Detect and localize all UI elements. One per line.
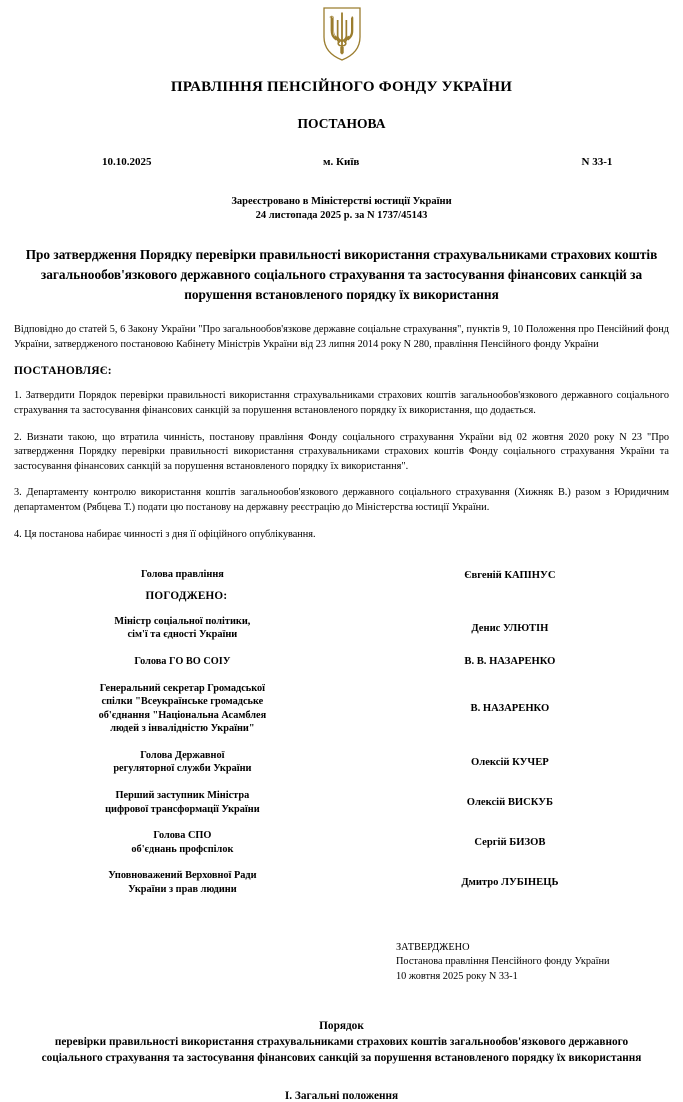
signatory-name: Євгеній КАПІНУС (464, 569, 556, 581)
signatory-title: Міністр соціальної політики, сім'ї та єдності України (114, 615, 251, 641)
document-place: м. Київ (323, 156, 360, 168)
signatory-title: Голова правління (140, 569, 224, 581)
clause-2: 2. Визнати такою, що втратила чинність, постанову правління Фонду соціального страхування України від 02 жовтня 2020 року N 23 "Про затвердження Порядку перевірки правильності використання страхувальниками страхових коштів Фонду соціального страхування України та застосування фінансових санкцій за порушення встановленого порядку їх використання". (14, 431, 669, 472)
signatory-title: Голова Державної регуляторної служби України (113, 749, 252, 775)
order-title-word: Порядок (319, 1020, 364, 1033)
signatory-title: Голова СПО об'єднань профспілок (131, 830, 234, 855)
signature-row (14, 682, 669, 736)
document-meta-row (14, 156, 669, 168)
signature-row-chairman (14, 568, 669, 582)
signature-row (14, 615, 669, 642)
signature-row (14, 789, 669, 816)
clause-4: 4. Ця постанова набирає чинності з дня її офіційного опублікування. (14, 528, 316, 540)
approval-block (14, 941, 669, 985)
signatory-name: Денис УЛЮТІН (471, 622, 549, 634)
signatory-title: Перший заступник Міністра цифрової трансформації України (105, 790, 260, 815)
signature-block (14, 568, 669, 896)
clause-1: 1. Затвердити Порядок перевірки правильності використання страхувальниками страхових коштів загальнообов'язкового державного соціального страхування та застосування фінансових санкцій за порушення встановленого порядку їх використання, що додається. (14, 390, 669, 416)
clause-3: 3. Департаменту контролю використання коштів загальнообов'язкового державного соціального страхування (Хижняк В.) разом з Юридичним департаментом (Рябцева Т.) подати цю постанову на державну реєстрацію до Міністерства юстиції України. (14, 487, 669, 514)
signatory-title: Уповноважений Верховної Ради України з прав людини (108, 870, 257, 895)
page-title: Про затвердження Порядку перевірки правильності використання страхувальниками страхових коштів загальнообов'язкового державного соціального страхування та застосування фінансових санкцій за порушення встановленого порядку їх використання (25, 247, 658, 303)
signature-row (14, 655, 669, 669)
signatory-name: В. НАЗАРЕНКО (470, 703, 550, 715)
preamble-paragraph: Відповідно до статей 5, 6 Закону України "Про загальнообов'язкове державне соціальне страхування", пунктів 9, 10 Положення про Пенсійний фонд України, затвердженого постановою Кабінету Міністрів України від 23 липня 2014 року N 280, правління Пенсійного фонду України (14, 324, 669, 350)
signature-row (14, 829, 669, 856)
ukraine-coat-of-arms-trident-icon (322, 7, 362, 61)
document-number: N 33-1 (581, 156, 613, 168)
approval-line-1: ЗАТВЕРДЖЕНО (396, 941, 470, 953)
section-heading-general-provisions: I. Загальні положення (284, 1090, 399, 1102)
document-type-heading: ПОСТАНОВА (297, 116, 386, 131)
organization-title: ПРАВЛІННЯ ПЕНСІЙНОГО ФОНДУ УКРАЇНИ (170, 79, 513, 95)
registration-block (14, 195, 669, 223)
signatory-name: Сергій БИЗОВ (474, 837, 546, 849)
signatory-title: Генеральний секретар Громадської спілки "Всеукраїнське громадське об'єднання "Національна Асамблея людей з інвалідністю України" (98, 682, 267, 735)
agreed-label: ПОГОДЖЕНО: (145, 589, 228, 602)
resolves-label: ПОСТАНОВЛЯЄ: (14, 365, 112, 378)
order-heading (14, 1018, 669, 1066)
emblem-container (14, 0, 669, 66)
signature-row (14, 869, 669, 896)
document-date: 10.10.2025 (102, 156, 152, 168)
signatory-name: В. В. НАЗАРЕНКО (464, 656, 556, 668)
registration-line-2: 24 листопада 2025 р. за N 1737/45143 (255, 210, 428, 222)
registration-line-1: Зареєстровано в Міністерстві юстиції України (231, 196, 452, 207)
signatory-name: Олексій ВИСКУБ (466, 797, 554, 809)
signatory-name: Дмитро ЛУБІНЕЦЬ (461, 877, 559, 889)
approval-line-2: Постанова правління Пенсійного фонду України (396, 956, 610, 968)
signature-row (14, 749, 669, 776)
signatory-name: Олексій КУЧЕР (471, 756, 549, 768)
order-description: перевірки правильності використання страхувальниками страхових коштів загальнообов'язкового державного соціального страхування та застосування фінансових санкцій за порушення встановленого порядку їх використання (41, 1036, 642, 1065)
approval-line-3: 10 жовтня 2025 року N 33-1 (396, 970, 518, 982)
signatory-title: Голова ГО ВО СОІУ (134, 655, 231, 667)
